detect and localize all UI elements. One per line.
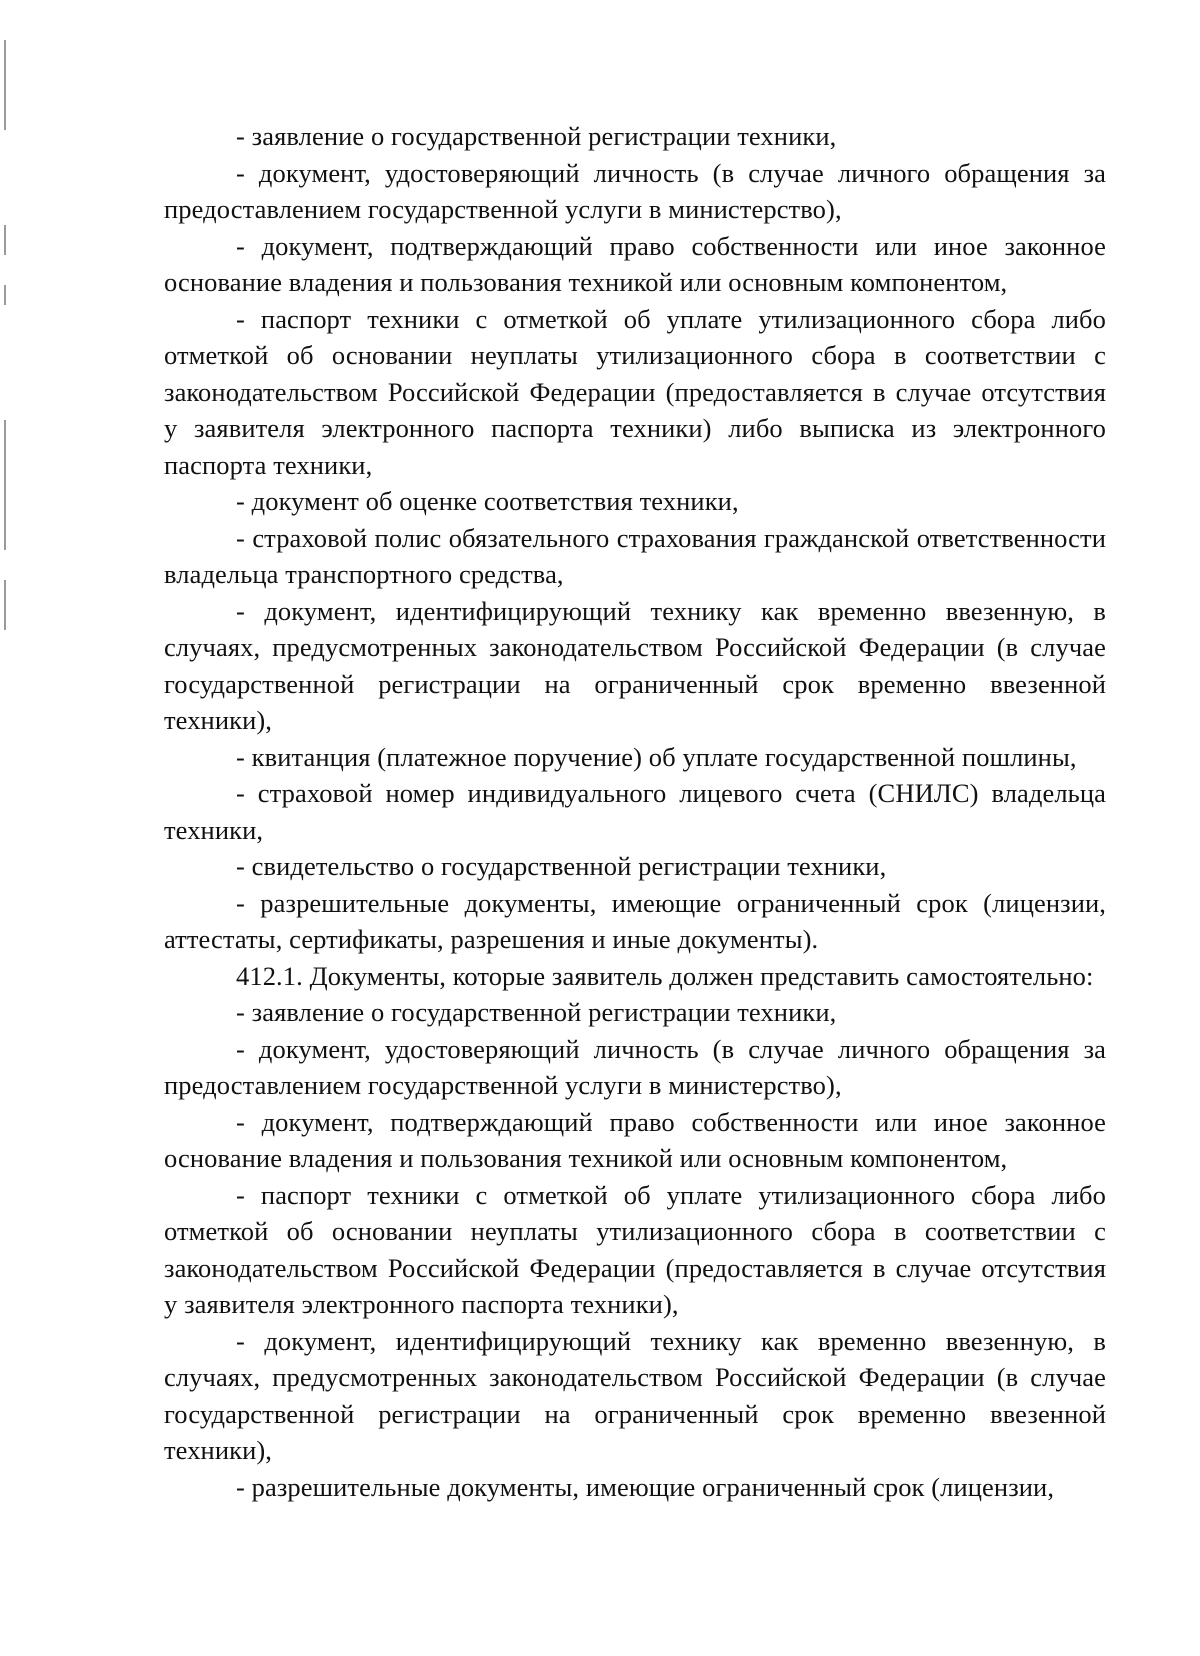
paragraph: - паспорт техники с отметкой об уплате утилизационного сбора либо отметкой об основании неуплаты утилизационного сбора в соответствии с законодательством Российской Федерации (предоставляется в случае отсутствия у заявителя электронного паспорта техники) либо выписка из электронного паспорта техники, (164, 303, 1106, 480)
paragraph: - документ, удостоверяющий личность (в случае личного обращения за предоставлением государственной услуги в министерство), (164, 157, 1106, 224)
paragraph: - страховой полис обязательного страхования гражданской ответственности владельца транспортного средства, (164, 522, 1106, 589)
document-body (164, 118, 1106, 1505)
paragraph: - паспорт техники с отметкой об уплате утилизационного сбора либо отметкой об основании неуплаты утилизационного сбора в соответствии с законодательством Российской Федерации (предоставляется в случае отсутствия у заявителя электронного паспорта техники), (164, 1179, 1106, 1319)
paragraph: - квитанция (платежное поручение) об уплате государственной пошлины, (236, 741, 1077, 772)
paragraph: - документ, подтверждающий право собственности или иное законное основание владения и пользования техникой или основным компонентом, (164, 230, 1106, 297)
paragraph: - документ, идентифицирующий технику как временно ввезенную, в случаях, предусмотренных законодательством Российской Федерации (в случае государственной регистрации на ограниченный срок временно ввезенной техники), (164, 595, 1106, 735)
paragraph: - документ об оценке соответствия техники, (236, 486, 739, 516)
paragraph: - свидетельство о государственной регистрации техники, (236, 851, 887, 881)
scan-edge-mark (4, 285, 6, 305)
scan-edge-mark (4, 40, 6, 130)
paragraph: - разрешительные документы, имеющие ограниченный срок (лицензии, (236, 1471, 1055, 1502)
scan-edge-mark (4, 420, 6, 550)
scan-edge-mark (4, 225, 6, 255)
paragraph: - документ, идентифицирующий технику как временно ввезенную, в случаях, предусмотренных законодательством Российской Федерации (в случае государственной регистрации на ограниченный срок временно ввезенной техники), (164, 1325, 1106, 1465)
paragraph: - заявление о государственной регистрации техники, (236, 121, 837, 151)
paragraph: - документ, подтверждающий право собственности или иное законное основание владения и пользования техникой или основным компонентом, (164, 1106, 1106, 1173)
section-paragraph: 412.1. Документы, которые заявитель должен представить самостоятельно: (236, 960, 1094, 991)
paragraph: - страховой номер индивидуального лицевого счета (СНИЛС) владельца техники, (164, 778, 1106, 845)
paragraph: - документ, удостоверяющий личность (в случае личного обращения за предоставлением государственной услуги в министерство), (164, 1033, 1106, 1100)
paragraph: - заявление о государственной регистрации техники, (236, 997, 837, 1027)
scan-edge-mark (4, 580, 6, 630)
paragraph: - разрешительные документы, имеющие ограниченный срок (лицензии, аттестаты, сертификаты, разрешения и иные документы). (164, 887, 1106, 954)
